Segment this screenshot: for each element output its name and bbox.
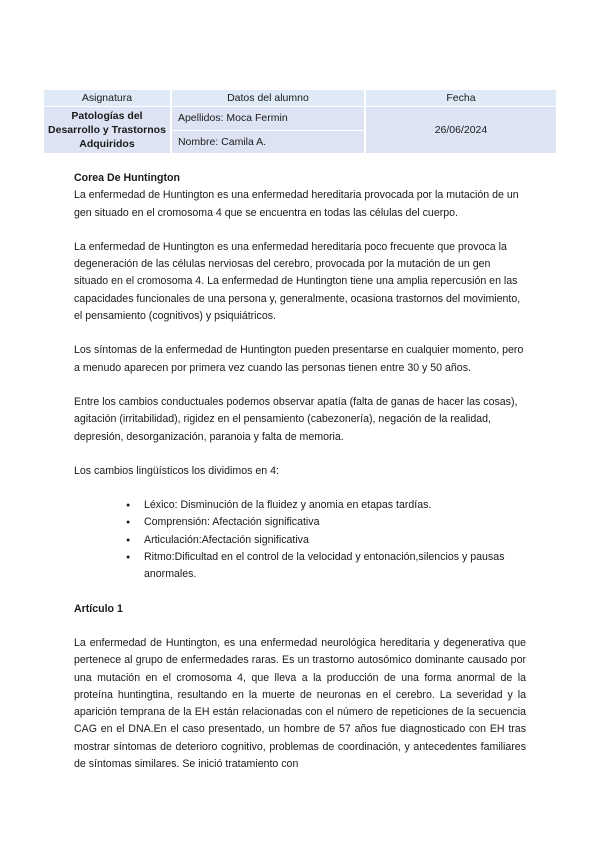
header-student-label: Datos del alumno (171, 90, 365, 107)
document-body (74, 170, 526, 773)
header-subject-label: Asignatura (44, 90, 171, 107)
paragraph-4: Entre los cambios conductuales podemos observar apatía (falta de ganas de hacer las cosas), agitación (irritabilidad), rigidez en el pensamiento (cabezonería), negación de la realidad, depresión, desorganización, paranoia y falta de memoria. (74, 395, 518, 443)
student-surnames: Apellidos: Moca Fermin (171, 107, 365, 131)
student-name: Nombre: Camila A. (171, 130, 365, 153)
list-item: ● Comprensión: Afectación significativa (144, 514, 526, 531)
paragraph-5: Los cambios lingüísticos los dividimos en 4: (74, 464, 279, 477)
list-item: ● Articulación:Afectación significativa (144, 532, 526, 549)
paragraph-6: La enfermedad de Huntington, es una enfermedad neurológica hereditaria y degenerativa que pertenece al grupo de enfermedades raras. Es un trastorno autosómico dominante causado por una mutación en el cromosoma 4, que lleva a la producción de una forma anormal de la proteína huntingtina, resultando en la muerte de neuronas en el cerebro. La severidad y la aparición temprana de la EH están relacionadas con el número de repeticiones de la secuencia CAG en el DNA.En el caso presentado, un hombre de 57 años fue diagnosticado con EH tras mostrar síntomas de deterioro cognitivo, problemas de coordinación, y antecedentes familiares de síntomas similares. Se inició tratamiento con (74, 636, 526, 771)
document-title: Corea De Huntington (74, 172, 180, 184)
list-item: ● Léxico: Disminución de la fluidez y anomia en etapas tardías. (144, 497, 526, 514)
subject-value: Patologías del Desarrollo y Trastornos Adquiridos (44, 107, 171, 154)
bullet-list (74, 497, 526, 583)
paragraph-2: La enfermedad de Huntington es una enfermedad hereditaria poco frecuente que provoca la degeneración de las células nerviosas del cerebro, provocada por la mutación de un gen situado en el cromosoma 4. La enfermedad de Huntington tiene una amplia repercusión en las capacidades funcionales de una persona y, generalmente, ocasiona trastornos del movimiento, el pensamiento (cognitivos) y psiquiátricos. (74, 240, 521, 323)
paragraph-1: La enfermedad de Huntington es una enfermedad hereditaria provocada por la mutación de un gen situado en el cromosoma 4 que se encuentra en todas las células del cuerpo. (74, 189, 519, 219)
header-table (44, 90, 556, 153)
list-item: ● Ritmo:Dificultad en el control de la velocidad y entonación,silencios y pausas anormales. (144, 549, 526, 584)
article-heading: Artículo 1 (74, 602, 123, 615)
paragraph-3: Los síntomas de la enfermedad de Huntington pueden presentarse en cualquier momento, pero a menudo aparecen por primera vez cuando las personas tienen entre 30 y 50 años. (74, 344, 524, 374)
date-value: 26/06/2024 (365, 107, 556, 154)
header-date-label: Fecha (365, 90, 556, 107)
